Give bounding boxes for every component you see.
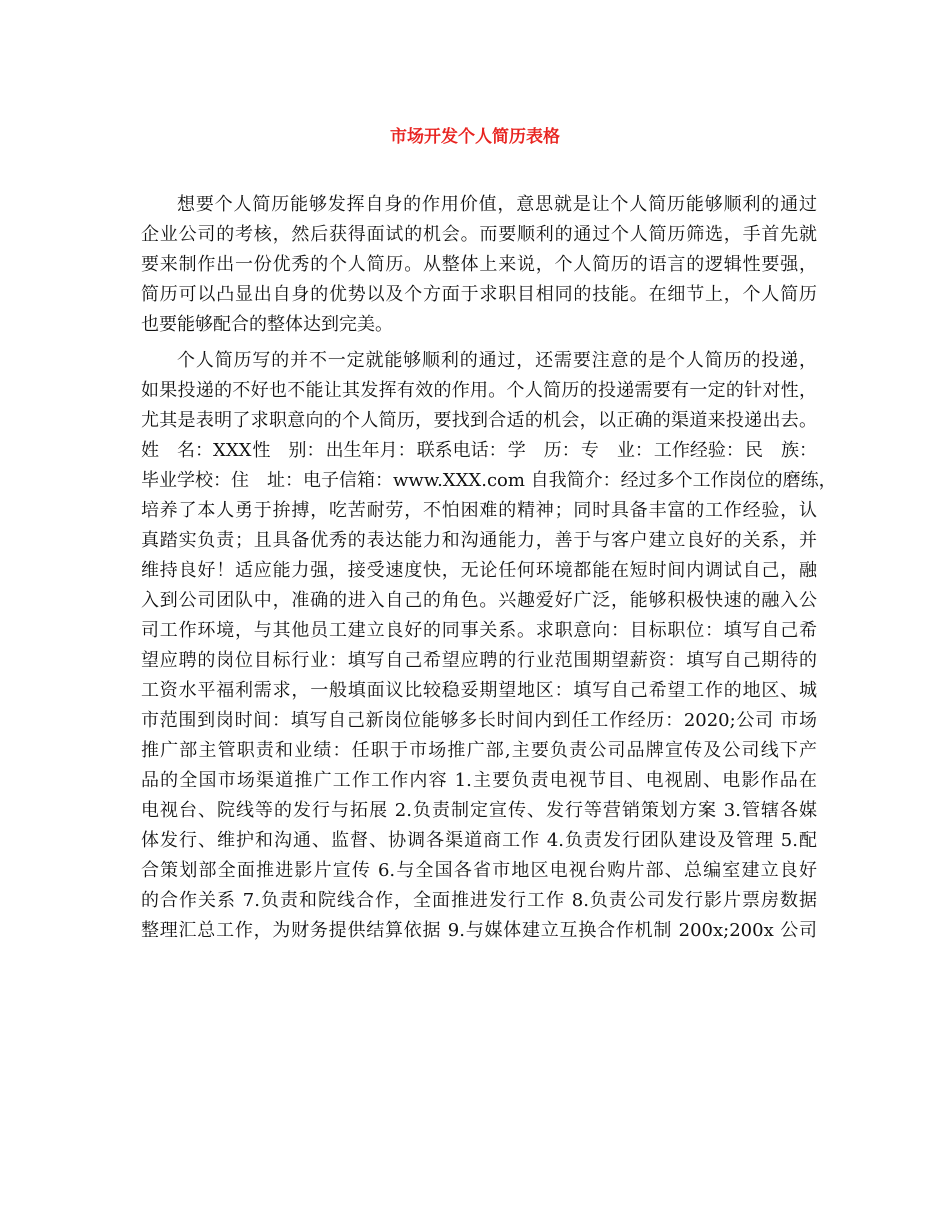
text-line: 毕业学校：住 址：电子信箱：www.XXX.com 自我简介：经过多个工作岗位的磨练， [141, 470, 837, 491]
text-line: 市范围到岗时间：填写自己新岗位能够多长时间内到任工作经历：2020;公司 市场 [141, 710, 817, 731]
resume-section [141, 436, 837, 946]
field-gender: 性 别： [252, 440, 325, 461]
text-line: 品的全国市场渠道推广工作工作内容 1.主要负责电视节目、电视剧、电影作品在 [141, 770, 817, 791]
text-line: 司工作环境，与其他员工建立良好的同事关系。求职意向：目标职位：填写自己希 [141, 620, 817, 641]
text-line: 电视台、院线等的发行与拓展 2.负责制定宣传、发行等营销策划方案 3.管辖各媒 [141, 800, 817, 821]
intro-paragraph-1 [141, 190, 817, 340]
field-major: 专 业： [580, 440, 653, 461]
text-line: 个人简历写的并不一定就能够顺利的通过，还需要注意的是个人简历的投递， [177, 350, 817, 371]
text-line: 也要能够配合的整体达到完美。 [141, 314, 393, 335]
field-ethnicity: 民 族： [745, 440, 817, 461]
intro-paragraph-2 [141, 346, 817, 436]
text-line: 入到公司团队中，准确的进入自己的角色。兴趣爱好广泛，能够积极快速的融入公 [141, 590, 817, 611]
text-line: 合策划部全面推进影片宣传 6.与全国各省市地区电视台购片部、总编室建立良好 [141, 860, 817, 881]
text-line: 体发行、维护和沟通、监督、协调各渠道商工作 4.负责发行团队建设及管理 5.配 [141, 830, 817, 851]
text-line: 推广部主管职责和业绩：任职于市场推广部,主要负责公司品牌宣传及公司线下产 [141, 740, 817, 761]
document-title: 市场开发个人简历表格 [390, 127, 560, 147]
text-line: 要来制作出一份优秀的个人简历。从整体上来说，个人简历的语言的逻辑性要强， [141, 254, 817, 275]
text-line: 维持良好！适应能力强，接受速度快，无论任何环境都能在短时间内调试自己，融 [141, 560, 817, 581]
resume-fields-line [141, 436, 817, 466]
text-line: 想要个人简历能够发挥自身的作用价值，意思就是让个人简历能够顺利的通过 [177, 194, 817, 215]
field-phone: 联系电话： [416, 440, 507, 461]
text-line: 整理汇总工作，为财务提供结算依据 9.与媒体建立互换合作机制 200x;200x 公司 [141, 920, 817, 941]
field-name: 姓 名：XXX [141, 440, 252, 461]
text-line: 真踏实负责；且具备优秀的表达能力和沟通能力，善于与客户建立良好的关系，并 [141, 530, 817, 551]
text-line: 尤其是表明了求职意向的个人简历，要找到合适的机会，以正确的渠道来投递出去。 [141, 410, 817, 431]
text-line: 简历可以凸显出自身的优势以及个方面于求职目相同的技能。在细节上，个人简历 [141, 284, 817, 305]
text-line: 望应聘的岗位目标行业：填写自己希望应聘的行业范围期望薪资：填写自己期待的 [141, 650, 817, 671]
document-body [141, 190, 837, 946]
field-education: 学 历： [507, 440, 580, 461]
text-line: 的合作关系 7.负责和院线合作，全面推进发行工作 8.负责公司发行影片票房数据 [141, 890, 817, 911]
text-line: 如果投递的不好也不能让其发挥有效的作用。个人简历的投递需要有一定的针对性， [141, 380, 817, 401]
text-line: 企业公司的考核，然后获得面试的机会。而要顺利的通过个人简历筛选，手首先就 [141, 224, 817, 245]
field-experience: 工作经验： [653, 440, 744, 461]
field-birth-date: 出生年月： [325, 440, 416, 461]
text-line: 工资水平福利需求，一般填面议比较稳妥期望地区：填写自己希望工作的地区、城 [141, 680, 817, 701]
text-line: 培养了本人勇于拚搏，吃苦耐劳，不怕困难的精神；同时具备丰富的工作经验，认 [141, 500, 817, 521]
